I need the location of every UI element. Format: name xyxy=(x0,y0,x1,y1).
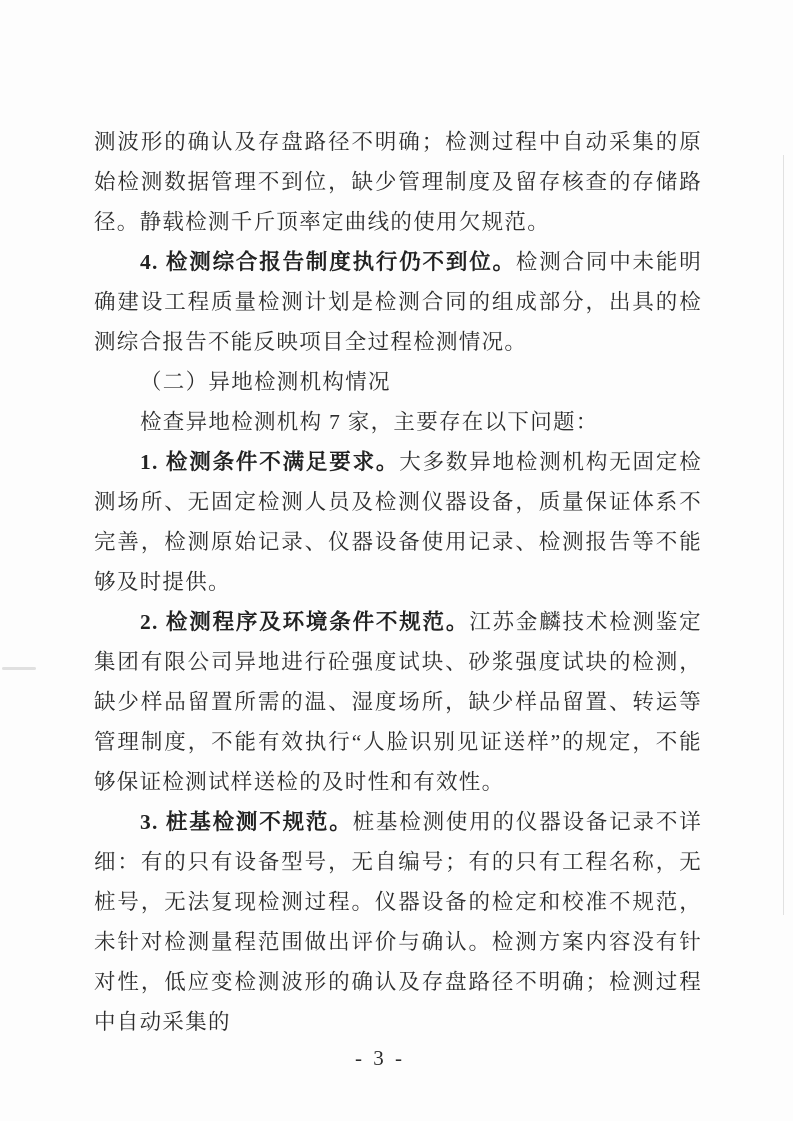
heading-run: 2. 检测程序及环境条件不规范。 xyxy=(140,610,470,634)
paragraph xyxy=(94,242,702,362)
scan-edge-line-artifact xyxy=(783,155,784,915)
paragraphs xyxy=(94,122,702,1042)
text-run: 测波形的确认及存盘路径不明确；检测过程中自动采集的原始检测数据管理不到位，缺少管理制度及留存核查的存储路径。静载检测千斤顶率定曲线的使用欠规范。 xyxy=(94,130,702,234)
paragraph xyxy=(94,362,702,402)
paragraph xyxy=(94,402,702,442)
heading-run: 1. 检测条件不满足要求。 xyxy=(140,450,400,474)
text-run: 大多数异地检测机构无固定检测场所、无固定检测人员及检测仪器设备，质量保证体系不完善，检测原始记录、仪器设备使用记录、检测报告等不能够及时提供。 xyxy=(94,450,702,594)
text-run: 检测合同中未能明确建设工程质量检测计划是检测合同的组成部分，出具的检测综合报告不能反映项目全过程检测情况。 xyxy=(94,250,703,354)
text-run: 检查异地检测机构 7 家，主要存在以下问题： xyxy=(140,410,599,434)
page-number: - 3 - xyxy=(355,1046,405,1070)
paragraph xyxy=(94,122,702,242)
text-run: （二）异地检测机构情况 xyxy=(140,370,391,394)
scan-smudge-artifact xyxy=(2,667,36,670)
paragraph xyxy=(94,442,702,602)
paragraph xyxy=(94,602,702,802)
heading-run: 3. 桩基检测不规范。 xyxy=(140,810,353,834)
paragraph xyxy=(94,802,702,1042)
document-body xyxy=(94,122,702,1042)
heading-run: 4. 检测综合报告制度执行仍不到位。 xyxy=(140,250,516,274)
text-run: 江苏金麟技术检测鉴定集团有限公司异地进行砼强度试块、砂浆强度试块的检测，缺少样品留置所需的温、湿度场所，缺少样品留置、转运等管理制度，不能有效执行“人脸识别见证送样”的规定，不能够保证检测试样送检的及时性和有效性。 xyxy=(94,610,702,794)
text-run: 桩基检测使用的仪器设备记录不详细：有的只有设备型号，无自编号；有的只有工程名称，无桩号，无法复现检测过程。仪器设备的检定和校准不规范，未针对检测量程范围做出评价与确认。检测方案内容没有针对性，低应变检测波形的确认及存盘路径不明确；检测过程中自动采集的 xyxy=(94,810,702,1034)
